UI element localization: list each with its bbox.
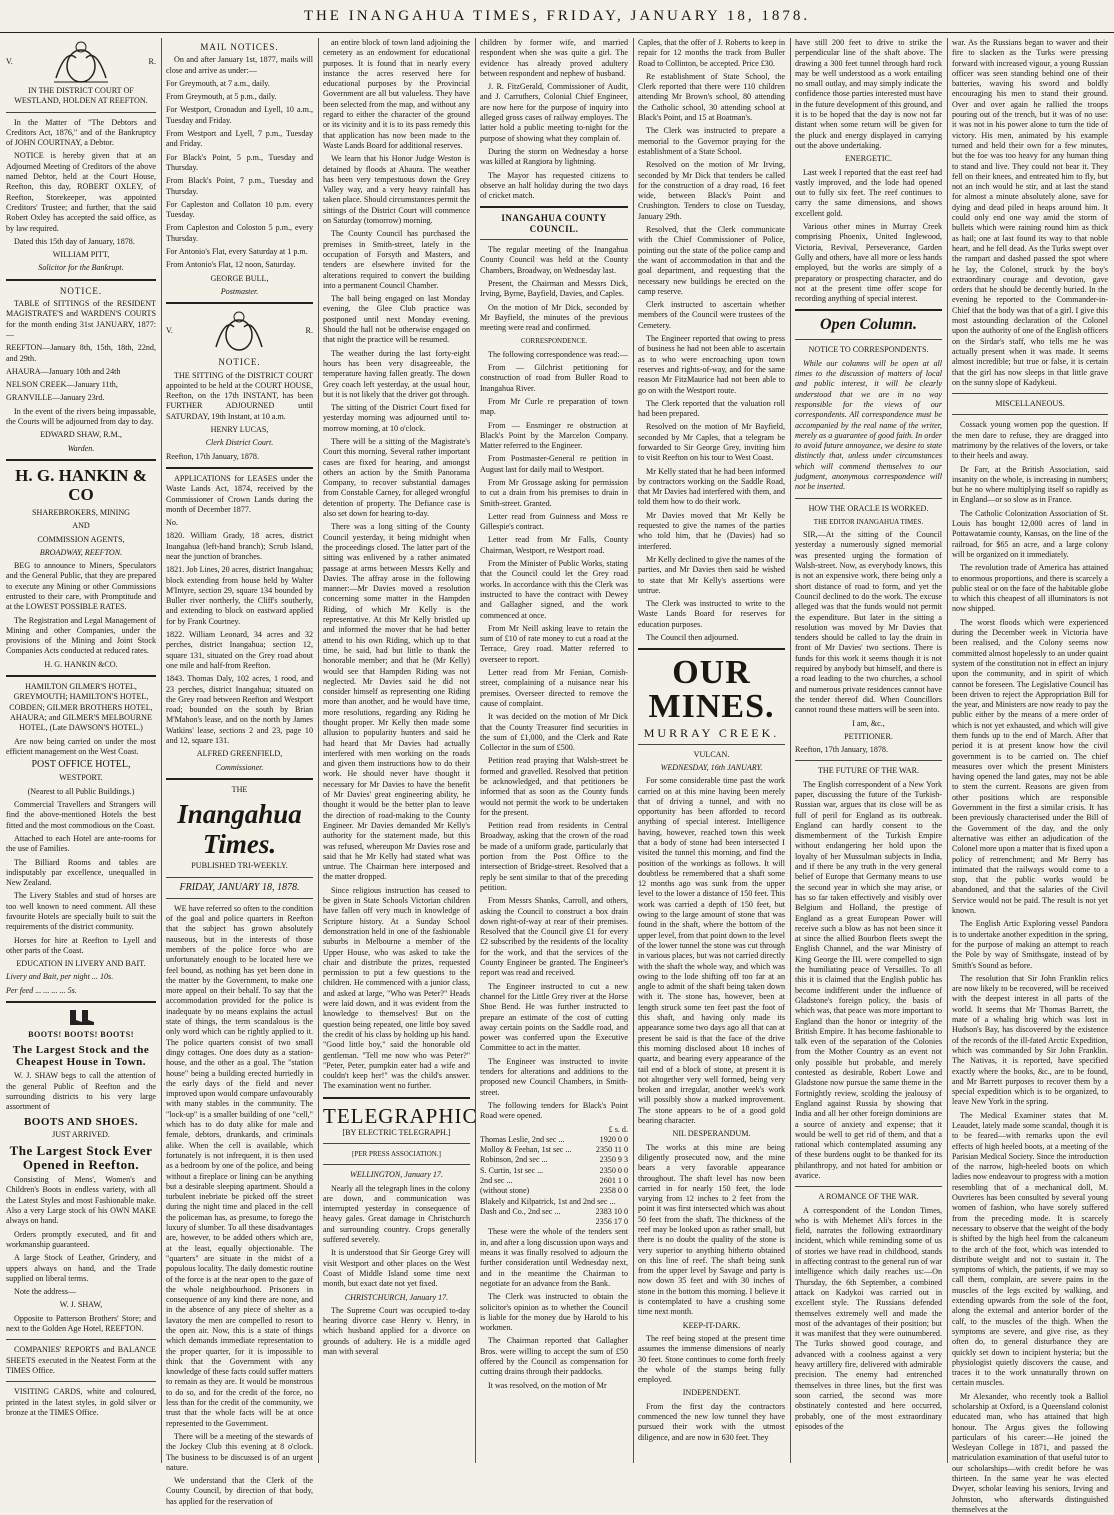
- future-heading: THE FUTURE OF THE WAR.: [817, 766, 920, 776]
- royal-crest: [6, 38, 156, 86]
- paragraph: The Engineer instructed to cut a new channel for the Little Grey river at the Horse Shoe Bend. He was further instructed to prepare an estimate of the cost of cutting away certain points on the Saddle road, and power was conferred upon the Executive Committee to act in the matter.: [480, 981, 628, 1053]
- paragraph: The Engineer was instructed to invite tenders for alterations and additions to the proposed new Council Chambers, in Smith-street.: [480, 1056, 628, 1097]
- paragraph: The Council then adjourned.: [646, 633, 739, 643]
- tender-name: S. Curtin, 1st sec ...: [480, 1165, 544, 1175]
- commission: COMMISSION AGENTS,: [37, 534, 125, 544]
- registration-text: The Registration and Legal Management of Mining and other Companies, under the provisions of the Mining and Joint Stock Companies Acts conducted at reduced rates.: [6, 615, 156, 656]
- attached-text: Attached to each Hotel are ante-rooms for the use of Families.: [6, 833, 156, 854]
- correspondence-heading: CORRESPONDENCE.: [520, 337, 588, 346]
- paragraph: Letter read from Mr Fenian, Cornish-street, complaining of a nuisance near his premises. Overseer directed to remove the cause of complaint.: [480, 668, 628, 708]
- horses-text: Horses for hire at Reefton to Lyell and other parts of the Coast.: [6, 935, 156, 955]
- correspondents-text: While our columns will be open at all times to the discussion of matters of local and public interest, it will be clearly understood that we are in no way responsible for the views of our correspondents. All correspondence must be accompanied by the real name of the writer, merely as a guarantee of good faith. In order to avoid future annoyance, we desire to state distinctly that, unless under circumstances which will commend themselves to our judgment, anonymous correspondence will not be inserted.: [795, 358, 942, 492]
- shaw-text: W. J. SHAW begs to call the attention of the general Public of Reefton and the surrounding districts to his very large assortment of: [6, 1071, 156, 1112]
- signature-role: Solicitor for the Bankrupt.: [38, 263, 124, 273]
- dateline: FRIDAY, JANUARY 18, 1878.: [179, 881, 300, 893]
- keep-heading: KEEP-IT-DARK.: [682, 1320, 741, 1330]
- jockey-text: There will be a meeting of the stewards of the Jockey Club this evening at 8 o'clock. The business to be discussed is of an urgent nature.: [166, 1431, 313, 1472]
- paragraph: Petition read from residents in Central Broadway, asking that the crown of the road be made of a uniform grade, particularly that portion from the Post Office to the intersection of Bridge-street. Resolved that a reply be sent similar to that of the preceding petition.: [480, 821, 628, 892]
- paragraph: Caples, that the offer of J. Roberts to keep in repair for 12 months the track from Buller Road to Collinton, be accepted. Price £30.: [638, 38, 785, 68]
- the-label: THE: [231, 784, 248, 794]
- paragraph: The Medical Examiner states that M. Leaudet, lately made some scandal, though it is to be feared—with remarks upon the evil effects of high heeled boots, at a meeting of the Parisian Medical Society. Since the introduction of the narrow, high-heeled boots on which ladies now endeavour to progress with a motion resembling that of a mechanical doll, M. Ouvrieres has been consulted by several young women of fashion, who have sorely suffered from the preceding mode. It is scarcely necessary to observe that the weight of the body is shifted by the high heel from the calcaneum to the arch of the foot, which was intended to distribute weight and not to sustain it. The symptoms of which, the patients, if we may so call them, complain, are severe pains in the muscles of the legs excited by walking, and extending upwards from the sole of the foot, along the external and anterior border of the calf, to the muscles of the thigh. When the symptoms are severe, and give rise, as they often do, to general disturbance they are quickly set down to incipient hysteria; but the physiologist quietly discovers the cause, and traces it to the work unnaturally thrown on certain muscles.: [952, 1110, 1108, 1388]
- paragraph: The Clerk was instructed to obtain the solicitor's opinion as to whether the Council is liable for the money due by Harold to his workmen.: [480, 1292, 628, 1333]
- crest-r: R.: [305, 326, 313, 336]
- hankin-text: BEG to announce to Miners, Speculators and the General Public, that they are prepared to execute any Mining or other Commissions entrusted to their care, with Promptitude and at the LOWEST POSSIBLE RATES.: [6, 561, 156, 612]
- leader-article: WE have referred so often to the condition of the goal and police quarters in Reefton that the subject has grown absolutely nauseous, but in the interests of those members of the police force who are unfortunately enough to be located here we feel bound, as nothing has yet been done in the matter by the Government, to make one more appeal on their behalf. To say that the accommodation provided for the police is inadequate by no means explains the actual state of things, the term scandalous is the only word which can be rightly applied to it. The police quarters consist of two small dingy cottages. One does duty as a station-house, and the other as a goal. The "station house" being a building erected hurriedly in the early days of the field and never improved upon would compare unfavourably with many stables in the community. The "lock-up" is a smaller building of one "cell," which has to do duty alike for male and female, debtors, drunkards, and criminals alike. When the cell is available, which fortunately is not infrequent, it is then used as a bedroom by one of the police, and being without a fireplace or lining can be anything but a desirable sleeping apartment. Should a turbulent inebriate be picked off the street during the night time and placed in the cell the policeman has, as presume, to forego the luxury of slumber. To all these disadvantages are, however, to be added others which are, at the least, equally objectionable. The "quarters" are situate in the midst of a populous locality. The daily domestic routine of the force is at the near open to the gaze of the whole neighbourhood. Prisoners in consequence of any kind there are none, and in the absence of any piece of shelter as a lavatory the men are compelled to resort to the open air. Now, this is a state of things which demands immediate representation to the proper quarter, for it is impossible to think that the Government with any knowledge of these facts could suffer matters to remain as they are. It would be monstrous to do so, and for the credit of the force, no less than for the credit of the community, we trust that the whole facts will be at once represented to the Government.: [166, 903, 313, 1428]
- column-4: [480, 38, 628, 1463]
- tender-row: [480, 1217, 628, 1227]
- tender-row: [480, 1145, 628, 1155]
- paragraph: children by former wife, and married respondent when she was quite a girl. The evidence has already proved adultery between respondent and nephew of husband.: [480, 38, 628, 78]
- paragraph: Resolved on the motion of Mr Bayfield, seconded by Mr Caples, that a telegram be forwarded to Sir George Grey, inviting him to visit Reefton on his tour to West Coast.: [638, 422, 785, 463]
- bull-signature: GEORGE BULL,: [210, 273, 269, 283]
- paragraph: On the motion of Mr Dick, seconded by Mr Bayfield, the minutes of the previous meeting were read and confirmed.: [480, 302, 628, 333]
- reefton-date: Reefton, 17th January, 1878.: [795, 745, 888, 755]
- sitting-nelson: NELSON CREEK—January 11th,: [6, 380, 118, 390]
- leather-text: A large Stock of Leather, Grindery, and uppers always on hand, and the Trade supplied on liberal terms.: [6, 1253, 156, 1283]
- lucas-signature: HENRY LUCAS,: [210, 425, 269, 435]
- independent-heading: INDEPENDENT.: [682, 1388, 741, 1398]
- paragraph: The Clerk was instructed to write to the Waste Lands Board for reserves for education purposes.: [638, 599, 785, 629]
- paragraph: Resolved on the motion of Mr Irving, seconded by Mr Dick that tenders be called for the construction of a dray road, 16 feet wide, between Black's Point and Crushington. Tenders to close on Tuesday, January 29th.: [638, 160, 785, 221]
- paragraph: The works at this mine are being diligently prosecuted now, and the mine bears a very favorable appearance throughout. The shaft level has now been carried in for nearly 150 feet, the lode varying from 12 inches to 2 feet from the point it was first intersected which was about 50 feet from the shaft. The thickness of the reef may be looked upon as rather small, but there is no doubt the quality of the stone is very superior to anything hitherto obtained on this line of reef. The shaft being sunk from the upper level by Savage and party is now down 35 feet and with 30 inches of stone in the bottom this morning. I believe it is contemplated to have a crushing some time next month.: [638, 1142, 785, 1317]
- coat-of-arms-icon: [207, 309, 271, 353]
- column-7: [952, 38, 1108, 1514]
- no-label: No.: [166, 518, 178, 528]
- column-rule: [633, 38, 634, 1463]
- column-3: [323, 38, 478, 1463]
- paragraph: The English Artic Exploring vessel Pandora is to undertake another expedition in the spring, for the purpose of making an attempt to reach the Pole by way of Smithsgate, instead of by Smith's Sound as before.: [952, 919, 1108, 970]
- nearest: (Nearest to all Public Buildings.): [27, 786, 135, 796]
- sitting-reefton: REEFTON—January 8th, 15th, 18th, 22nd, and 29th.: [6, 343, 156, 363]
- by-electric: [BY ELECTRIC TELEGRAPH.]: [342, 1127, 451, 1137]
- mail-capleston: For Capleston and Collaton 10 p.m. every Tuesday.: [166, 199, 313, 220]
- paragraph: Letter read from Mr Falls, County Chairman, Westport, re Westport road.: [480, 535, 628, 555]
- paragraph: The following tenders for Black's Point Road were opened.: [480, 1100, 628, 1121]
- mail-greymouth: For Greymouth, at 7 a.m., daily.: [166, 78, 270, 88]
- paragraph: The resolution that Sir John Franklin relics are now likely to be recovered, will be received with the deepest interest in all parts of the world. It seems that Mr Thomas Barrett, the mate of a whaling brig which was lost in Hudson's Bay, has discovered by the existence of the records of the ill-fated Arctic Expedition, which was commanded by Sir John Franklin. The Nativas, it is reported, have specified exactly where the books, &c., are to be found, and Mr Barrett purposes to recover them by a special expedition which is to be organized, to leave New York in the spring.: [952, 973, 1108, 1107]
- paragraph: Dr Farr, at the British Association, said insanity on the whole, is increasing in numbers; but he no where multiplying itself so rapidly as in England—or so slow as in France.: [952, 464, 1108, 505]
- paragraph: The regular meeting of the Inangahua County Council was held at the County Chambers, Broadway, on Wednesday last.: [480, 245, 628, 275]
- paragraph: Last week I reported that the east reef had vastly improved, and the lode had opened out to fully six feet. The reef continues to carry the same dimensions, and shows excellent gold.: [795, 167, 942, 218]
- paragraph: During the storm on Wednesday a horse was killed at Rangiora by lightning.: [480, 146, 628, 167]
- notice-text: NOTICE is hereby given that at an Adjourned Meeting of Creditors of the above named Debtor, held at the Court House, Reefton, this day, ROBERT OXLEY, of Reefton, Storekeeper, was appointed Creditors' Trustee; and further, that the said Robert Oxley has accepted the said office, as by law required.: [6, 151, 156, 233]
- column-rule: [790, 38, 791, 1463]
- paragraph: The sitting of the District Court fixed for yesterday morning was adjourned until to-morrow morning, at 10 o'clock.: [323, 403, 470, 433]
- paragraph: Cossack young women pop the question. If the men dare to refuse, they are dragged into matrimony by the relatives of the lovers, or take to their heels and away.: [952, 420, 1108, 461]
- paragraph: Resolved, that the Clerk communicate with the Chief Commissioner of Police, pointing out the state of the police camp and the want of accommodation in that and the goal department, and requesting that the necessary new buildings be erected on the camp reserve.: [638, 225, 785, 296]
- cards-text: VISITING CARDS, white and coloured, printed in the latest styles, in gold silver or bronze at the TIMES Office.: [6, 1387, 156, 1417]
- paragraph: From the Minister of Public Works, stating that the Council could let the Grey road works. In accordance with this the Clerk was instructed to have the contract with Dewey and Gallagher signed, and the work commenced at once.: [480, 559, 628, 620]
- per-press: [PER PRESS ASSOCIATION.]: [352, 1149, 441, 1158]
- companies-text: COMPANIES' REPORTS and BALANCE SHEETS executed in the Neatest Form at the TIMES Office.: [6, 1345, 156, 1375]
- tender-value: 2383 10 0: [595, 1206, 628, 1216]
- newspaper-title: Inangahua Times.: [177, 799, 302, 860]
- paragraph: SIR,—At the sitting of the Council yesterday a numerously signed memorial was presented urging the formation of Walsh-street. Now, as everybody knows, this is not an expensive work, there being only a short distance of road to form, and yet the Council declined to do the work. The excuse alleged was that the funds would not permit the expenditure. But later in the sitting a resolution was moved by Mr Davies that tenders should be called to lay the drain in front of Mr Davies' two sections. There is funds for this work it seems though it is not required by anybody but himself, and there is a road leading to the two churches, a school and numerous private residences cannot have the tender thereof did. When Councillors cannot round these matters will be seen into.: [795, 530, 942, 715]
- published-label: PUBLISHED TRI-WEEKLY.: [191, 861, 288, 871]
- dateline-christchurch: CHRISTCHURCH, January 17.: [344, 1292, 449, 1302]
- paragraph: Mr Kelly declined to give the names of the parties, and Mr Davies then said he wished to state that Mr Kelly's assertions were untrue.: [638, 554, 785, 595]
- tender-value: 2356 17 0: [595, 1217, 628, 1227]
- paragraph: Mr Kelly stated that he had been informed by contractors working on the Saddle Road, that Mr Davies had interfered with them, and told them how to do their work.: [638, 466, 785, 507]
- i-am: I am, &c.,: [852, 718, 885, 728]
- consisting-text: Consisting of Mens', Women's and Children's Boots in endless variety, with all the Latest Styles and most Fashionable make. Also a very Large stock of his OWN MAKE always on hand.: [6, 1175, 156, 1226]
- paragraph: J. R. FitzGerald, Commissioner of Audit, and J. Carruthers, Colonial Chief Engineer, are now here for the purpose of inquiry into alleged gross cases of railway employes. The latter hold a public meeting to-night for the purpose of showing what they complain of.: [480, 82, 628, 143]
- paragraph: From Messrs Shanks, Carroll, and others, asking the Council to construct a box drain down right-of-way at rear of their premises. Resolved that the Council give £1 for every £2 subscribed by the residents of the locality for the work, and that the services of the County Engineer be granted. The Engineer's report was read and received.: [480, 896, 628, 978]
- application-1822: 1822. William Leonard, 34 acres and 32 perches, district Inangahua; section 12, square 131, situated on the Grey road about one mile and half-from Reefton.: [166, 630, 313, 670]
- paragraph: The reef being stoped at the present time assumes the immense dimensions of nearly 30 feet. Stone continues to come forth freely the whole of the stamps being fully employed.: [638, 1333, 785, 1385]
- paragraph: Various other mines in Murray Creek comprising Phoenix, United Inglewood, Victoria, Revival, Perseverance, Garden Gully and others, have all more or less hands employed, but the works are simply of a preparatory or prospecting character, and do not at the present time offer scope for recording anything of special interest.: [795, 222, 942, 304]
- livery-heading: EDUCATION IN LIVERY AND BAIT.: [16, 959, 146, 969]
- tender-name: Thomas Leslie, 2nd sec ...: [480, 1134, 565, 1144]
- tender-value: 1920 0 0: [599, 1134, 628, 1144]
- paragraph: It was decided on the motion of Mr Dick that the County Treasurer find securities in the sum of £1,000, and the Clerk and Rate Collector in the sum of £500.: [480, 712, 628, 753]
- application-1820: 1820. William Grady, 18 acres, district Inangahua (left-hand branch); Scrub Island, near the junction of branches.: [166, 531, 313, 561]
- tender-row: [480, 1197, 628, 1207]
- and-text: AND: [72, 521, 90, 531]
- westport: WESTPORT.: [59, 773, 103, 783]
- tender-row: [480, 1176, 628, 1186]
- paragraph: The Supreme Court was occupied to-day hearing divorce case Henry v. Henry, in which husband applied for a divorce on grounds of adultery. He is a middle aged man with several: [323, 1305, 470, 1357]
- shaw-signature: EDWARD SHAW, R.M.,: [40, 430, 122, 440]
- paragraph: From Mr Curle re preparation of town map.: [480, 396, 628, 417]
- post-office-heading: POST OFFICE HOTEL,: [31, 759, 131, 771]
- dateline-wellington: WELLINGTON, January 17.: [350, 1170, 443, 1180]
- tender-row: [480, 1186, 628, 1196]
- hotels-heading: HAMILTON GILMER'S HOTEL, GREYMOUTH; HAMILTON'S HOTEL, COBDEN; GILMER BROTHERS HOTEL, AHAURA; and GILMER'S MELBOURNE HOTEL, (Late DAWSON'S HOTEL.): [9, 682, 153, 733]
- notice-heading: NOTICE.: [218, 357, 261, 368]
- paragraph: Petition read praying that Walsh-street be formed and gravelled. Resolved that petition be acknowledged, and that petitioners be informed that as soon as the County funds would not permit the work to be undertaken for the present.: [480, 756, 628, 817]
- sittings-text: TABLE of SITTINGS of the RESIDENT MAGISTRATE'S and WARDEN'S COURTS for the month ending 31st JANUARY, 1877:—: [6, 299, 156, 339]
- to-editor: THE EDITOR INANGAHUA TIMES.: [813, 517, 924, 526]
- coat-of-arms-icon: [46, 38, 116, 86]
- paragraph: Letter read from Guinness and Moss re Gillespie's contract.: [480, 511, 628, 532]
- tender-units: £ s. d.: [608, 1124, 628, 1134]
- boots-shoes: BOOTS AND SHOES.: [23, 1115, 139, 1128]
- tender-name: Robinson, 2nd sec ...: [480, 1155, 548, 1165]
- dated: Dated this 15th day of January, 1878.: [14, 236, 135, 246]
- paragraph: The Catholic Colonization Association of St. Louis has bought 12,000 acres of land in Pottawatamie county, Kansas, on the line of the railroad, for $65 an acre, and a large colony will be organized on it immediately.: [952, 508, 1108, 559]
- tender-name: Dash and Co., 2nd sec ...: [480, 1206, 561, 1216]
- tender-row: [480, 1135, 628, 1145]
- paragraph: There will be a sitting of the Magistrate's Court this morning. Several rather important cases are fixed for hearing, and amongst others an action by the Smith Panorama Company, to recover substantial damages from Constable Carney, for alleged wrongful detention of property. The Defiance case is also set down for hearing to-day.: [323, 436, 470, 519]
- tender-name: (without stone): [480, 1186, 530, 1196]
- murray-creek-heading: MURRAY CREEK.: [643, 726, 780, 741]
- tender-value: 2601 1 0: [599, 1175, 628, 1185]
- masthead: [0, 0, 1114, 33]
- paragraph: It was resolved, on the motion of Mr: [488, 1380, 607, 1390]
- paragraph: From — Ensminger re obstruction at Black's Point by the Marcelon Company. Matter referred to the Engineer.: [480, 420, 628, 451]
- paragraph: From Mr Neill asking leave to retain the sum of £10 of rate money to cut a road at the Terrace, Grey road. Matter referred to overseer to report.: [480, 623, 628, 664]
- shaw-sig: W. J. SHAW,: [59, 1300, 103, 1310]
- paragraph: The Chairman reported that Gallagher Bros. were willing to accept the sum of £50 offered by the Council as compensation for cutting drains through their paddocks.: [480, 1336, 628, 1377]
- tender-name: 2nd sec ...: [480, 1175, 513, 1185]
- orders-text: Orders promptly executed, and fit and workmanship guaranteed.: [6, 1229, 156, 1249]
- paragraph: The revolution trade of America has attained to enormous proportions, and there is scarcely a public steal or on the face of the habitable globe to which this cheapest of all illuminators is not now shipped.: [952, 563, 1108, 614]
- miscellaneous-heading: MISCELLANEOUS.: [995, 399, 1065, 409]
- largest-stock-2: The Largest Stock Ever Opened in Reefton.: [9, 1143, 153, 1173]
- application-1843: 1843. Thomas Daly, 102 acres, 1 rood, and 23 perches, district Inangahua; situated on the Grey road between Reefton and Westport road; bounded on the south by Brian M'Mahon's lease, and on the north by James Watkins' lease, sections 2 and 23, page 10 and 12, square 131.: [166, 674, 313, 746]
- paragraph: Re establishment of State School, the Clerk reported that there were 110 children attending Mr Brown's school, 80 attending the Catholic school, 30 attending school at Black's Point, and 15 at Boatman's.: [638, 71, 785, 123]
- mail-antonio: For Antonio's Flat, every Saturday at 1 p.m.: [166, 247, 308, 257]
- paragraph: The Mayor has requested citizens to observe an half holiday during the two days of cricket match.: [480, 170, 628, 201]
- billiard-text: The Billiard Rooms and tables are indisputably par excellence, unequalled in New Zealand.: [6, 857, 156, 888]
- open-column-heading: Open Column.: [820, 316, 917, 334]
- signature: WILLIAM PITT,: [52, 250, 110, 260]
- telegraphic-heading: TELEGRAPHIC: [323, 1103, 478, 1128]
- tenders-table: [480, 1135, 628, 1228]
- reefton-date: Reefton, 17th January, 1878.: [166, 451, 259, 461]
- clerk-text: We understand that the Clerk of the County Council, by direction of that body, has applied for the reservation of: [166, 1476, 313, 1506]
- mail-from-blacks: From Black's Point, 7 p.m., Tuesday and Thursday.: [166, 176, 313, 196]
- mail-blacks: For Black's Point, 5 p.m., Tuesday and Thursday.: [166, 152, 313, 172]
- sitting-granville: GRANVILLE—January 23rd.: [6, 393, 105, 403]
- paragraph: The County Council has purchased the premises in Smith-street, lately in the occupation of Forsyth and Masters, and tenders are elsewhere invited for the alterations required to convert the building into a permanent Council Chamber.: [323, 229, 470, 290]
- paragraph: The Clerk was instructed to prepare a memorial to the Governor praying for the establishment of a State School.: [638, 126, 785, 156]
- mail-from-greymouth: From Greymouth, at 5 p.m., daily.: [166, 92, 277, 102]
- tender-row: [480, 1166, 628, 1176]
- paragraph: Mr Alexander, who recently took a Balliol scholarship at Oxford, is a Queensland colonist educated man, who has attained that high honour. The Argus gives the following particulars of his career:—He joined the Wesleyan College in 1871, and passed the matriculation examination of that useful tutor to our scholarships—with credit before he was thirteen. In the same year he was elected Dwyer, scholar leaving his seniors, Irving and Johnston, who afterwards distinguished themselves at the: [952, 1391, 1108, 1514]
- largest-stock: The Largest Stock and the Cheapest House in Town.: [12, 1044, 150, 1069]
- applications-text: APPLICATIONS for LEASES under the Waste Lands Act, 1874, received by the Commissioner of Crown Lands during the month of December 1877.: [166, 473, 313, 514]
- livery-text: The Livery Stables and stud of horses are too well known to need comment. All these favourite Hotels are specially built to suit the requirements of the district community.: [6, 891, 156, 932]
- column-6: [795, 38, 942, 1463]
- correspondents-heading: NOTICE TO CORRESPONDENTS.: [808, 345, 929, 355]
- paragraph: We learn that his Honor Judge Weston is detained by floods at Ahaura. The weather has been very tempestuous down the Grey Valley way, and a very heavy rainfall has taken place. Should circumstances permit the sittings of the District Court will commence on Saturday (tomorrow) morning.: [323, 154, 470, 226]
- paragraph: war. As the Russians began to waver and their fire to slacken as the Turks were pressing forward with increased vigour, a young Russian officer was seen standing behind one of their batteries, waving his sword and boldly encouraging his men to stand their ground. Over and over again he rallied the troops pouring out of the trench, but it was of no use: it was not in his power alone to turn the tide of victory. His men, animated by his example turned and held their own for a few minutes, but the foe was too heavy for any human thing to stand and live. They could not bear it. They fell on their knees, and entreated him to fly, but not an inch would he stir, and at last the stand for almost a minute absolutely alone, save for dying and dead piled in heaps around him. It could only end one way amid the storm of bullets which were raining round him as thick as hail; one at last found its way to that noble heart, and he fell dead. As the Turks swept over the rampart and dashed passed the spot where he lay, the Colonel, struck by the boy's extraordinary courage and devotion, gave orders that he should be decently buried. In the evening he reported to the Commander-in-Chief that the body was that of a girl. I give this most astounding declaration of the Colonel upon the authority of one of the English officers on the Sirdar's staff, who tells me he was actually present when it was made. It seems almost incredible; but true or false, it is certain that the girl has now sleeps in that little grave on the sunny slope of Kadykeui.: [952, 38, 1108, 387]
- hotels-text: Are now being carried on under the most efficient management on the West Coast.: [6, 736, 156, 756]
- just-arrived: JUST ARRIVED.: [52, 1129, 110, 1139]
- feed-price: Per feed ... ... ... ... 5s.: [6, 985, 77, 995]
- paragraph: From — Gilchrist petitioning for construction of road from Buller Road to Inangahua River.: [480, 363, 628, 393]
- vulcan-heading: VULCAN.: [693, 749, 730, 759]
- petitioner: PETITIONER.: [844, 731, 893, 741]
- note-address: Note the address—: [14, 1287, 77, 1297]
- livery-price: Livery and Bait, per night ... 10s.: [6, 972, 114, 982]
- court-text: In the Matter of "The Debtors and Creditors Act, 1876," and of the Bankruptcy of JOHN COURTNAY, a Debtor.: [6, 117, 156, 148]
- oracle-heading: HOW THE ORACLE IS WORKED.: [808, 503, 929, 513]
- warden: Warden.: [67, 443, 95, 453]
- crest-r: R.: [148, 56, 156, 66]
- crest-v: V.: [6, 56, 13, 66]
- paragraph: Present, the Chairman and Messrs Dick, Irving, Byrne, Bayfield, Davies, and Caples.: [480, 278, 628, 299]
- vulcan-date: WEDNESDAY, 16th JANUARY.: [660, 762, 763, 772]
- paragraph: These were the whole of the tenders sent in, and after a long discussion upon ways and means it was finally resolved to adjourn the further consideration until Wednesday next, and in the meantime the Chairman to negotiate for an advance from the Bank.: [480, 1227, 628, 1288]
- tender-value: 2350 11 0: [595, 1145, 628, 1155]
- mail-intro: On and after January 1st, 1877, mails will close and arrive as under:—: [166, 55, 313, 75]
- paragraph: The English correspondent of a New York paper, discussing the future of the Turkish-Russian war, argues that its close will be as full of peril for England as its outbreak. England can hardly consent to the dismemberment of the Turkish Empire without endangering her hold upon the loyalty of her Mussulman subjects in India, and if there be any truth in the very general belief of Europe that Germany means to use the second year in which she may arise, or has so far taken effectively and visibly over Belgium and Holland, the prestige of England as a great European Power will receive such a blow as has not been since it at since the allied Bourbon fleets swept the English Channel, and the war Ministry of King George the III. were compelled to sign the humiliating peace of Versailles. To all this it is claimed that the English public has become indifferent under the influence of Gladstone's foreign policy, the basis of which was, that peace was more important to England than the honor or integrity of the British Empire. It has become fashionable to talk even of the separation of the Colonies from the Mother Country as an event not only possible but probable, and merely contested as desirable, Robert Lowe and Gladstone now pursue the same theme in the Fortnightly review, scolding the jealousy of England against Russia by showing that India and all her other foreign dominions are a source of anxiety and expense; that it would be well to get rid of them, and that a rational which contemplated assuming any of these burdens ought to be thanked for its philanthropy, and not hated for ambition or avarice.: [795, 779, 942, 1180]
- hankin-sub: SHAREBROKERS, MINING: [31, 507, 131, 517]
- paragraph: It is understood that Sir George Grey will visit Westport and other places on the West Coast of Middle Island some time next month, but exact date not yet fixed.: [323, 1248, 470, 1289]
- boots-icon: [66, 1008, 96, 1026]
- postmaster: Postmaster.: [220, 286, 259, 296]
- greenfield-signature: ALFRED GREENFIELD,: [196, 749, 283, 759]
- paragraph: The weather during the last forty-eight hours has been very disagreeable, the temperature having fallen greatly. The down Grey coach left yesterday, at the usual hour, but it is not likely that the driver got through.: [323, 348, 470, 399]
- mail-heading: MAIL NOTICES.: [200, 42, 279, 52]
- crest-v: V.: [166, 326, 173, 336]
- column-rule: [475, 38, 476, 1463]
- paragraph: For some considerable time past the work carried on at this mine having been merely that of driving a tunnel, and with no opportunity has been afforded to record anything of special interest. Intelligence having, however, reached town this week that a body of stone had been intersected I visited the tunnel this morning, and find the position of the workings as follows. It will doubtless be remembered that a shaft some 12 months ago was sunk from the upper level to the lower a distance of 150 feet. This work was carried a depth of 150 feet, but owing to the large amount of stone that was found in the shaft, where the bottom of the upper level, from that point down to the level of the lower tunnel the stone was cut through in various places, but was not carried directly with the shaft the whole way, and which was owing to the lode shifting off too far at an angle to admit of the shaft being taken down with it. The stone has, however, been at length struck some ten feet past the foot of this shaft, and having only made its appearance some two days ago all that can at present be said is that the face of the drive this morning disclosed about 18 inches of quartz, and bearing every appearance of the tail end of a block of stone, at present it is not altogether very well formed, being very broken and irregular, another week's work will possibly show a marked improvement. The stone appears to be of a good gold bearing character.: [638, 776, 785, 1126]
- column-rule: [161, 38, 162, 1463]
- column-rule: [947, 38, 948, 1463]
- masthead-title: THE INANGAHUA TIMES, FRIDAY, JANUARY 18, 1878.: [303, 8, 811, 24]
- paragraph: The Clerk reported that the valuation roll had been prepared.: [638, 398, 785, 419]
- paragraph: The worst floods which were experienced during the December week in Victoria have been realised, and the Colony seems now committed almost hopelessly to an under quaint system of the constitution not in effect an injury upon the community, and in spirit of which cannot be foreseen. The Legislative Council has been driven to reject the Appropriation Bill for the year, and Ministers are now ready to pay the public either by the means of a mere order of which is not yet exhausted, and which will give them funds up to the end of March. After that period it is at present know how the civil government is to be carried on. The chief measures over which the present Ministers having opened the land gates, may not be able to stem the current. Reasons are given from other positions which are responsible Government in the first a similar crisis. It has been previously characterised under the Bill of the Government of the day, and the only alternative was either an adjudication of the Colonel more upon a matter that is fixed upon a policy of retrenchment; and Mr Berry has intimated that the railways would come to a stop, that the public works would be abandoned, and that the salaries of the Civil Service would not be paid. The result is not yet known.: [952, 617, 1108, 916]
- mail-westport: For Westport, Cronadun and Lyell, 10 a.m., Tuesday and Friday.: [166, 105, 313, 125]
- tender-name: Blakely and Kilpatrick, 1st and 2nd sec ...: [480, 1196, 616, 1206]
- our-mines-heading: OUR MINES.: [648, 654, 775, 726]
- column-1: [6, 38, 156, 1463]
- column-2: [166, 38, 313, 1506]
- broadway: BROADWAY, REEFTON.: [39, 547, 123, 557]
- paragraph: From the first day the contractors commenced the new low tunnel they have pursued their work with the utmost diligence, and are now in 630 feet. They: [638, 1401, 785, 1442]
- tender-name: Molloy & Feehan, 1st sec ...: [480, 1145, 572, 1155]
- mail-from-antonio: From Antonio's Flat, 12 noon, Saturday.: [166, 260, 296, 270]
- court-heading: IN THE DISTRICT COURT OF WESTLAND, HOLDEN AT REEFTON.: [14, 86, 148, 106]
- opposite-text: Opposite to Patterson Brothers' Store; and next to the Golden Age Hotel, REEFTON.: [6, 1313, 156, 1334]
- council-heading: INANGAHUA COUNTY COUNCIL.: [501, 213, 607, 234]
- mail-from-capleston: From Capleston and Coloston 5 p.m., every Thursday.: [166, 223, 313, 243]
- mail-from-westport: From Westport and Lyell, 7 p.m., Tuesday and Friday.: [166, 129, 313, 149]
- column-5: [638, 38, 785, 1463]
- column-rule: [318, 38, 319, 1463]
- paragraph: From Postmaster-General re petition in August last for daily mail to Westport.: [480, 454, 628, 474]
- paragraph: From Mr Grossage asking for permission to cut a drain from his premises to drain in Smith-street. Granted.: [480, 477, 628, 508]
- paragraph: The following correspondence was read:—: [488, 349, 628, 359]
- tender-value: 2350 9 3: [599, 1155, 628, 1165]
- boots-heading: BOOTS! BOOTS! BOOTS!: [28, 1030, 134, 1040]
- nil-heading: NIL DESPERANDUM.: [672, 1129, 751, 1139]
- paragraph: Since religious instruction has ceased to be given in State Schools Victorian children have fallen off very much in knowledge of Scripture history. At a Sunday School demonstration held in one of the fashionable suburbs in Melbourne a member of the Upper House, who was asked to take the chair and distribute the prizes, requested permission to put a few questions to the children. He commenced with a junior class, and asked at large, "Who was Peter?" Heads were laid down, and it was evident from the knowledge to themselves! But on the question being repeated, one little boy saved the credit of his class by holding up his hand. "Good little boy," said the honorable old gentleman. "Tell me now who was Peter?" "Peter, Peter, pumpkin eater had a wife and couldn't keep her!" was the child's answer. The examination went no further.: [323, 885, 470, 1091]
- notice-heading: NOTICE.: [59, 285, 103, 296]
- paragraph: an entire block of town land adjoining the cemetery as an endowment for educational purposes. It is found that in nearly every instance the acres reserved here for educational purposes by the Provincial Government are all but valueless. They have been selected from the map, and without any regard to either the character of the ground or its vicinity and it is to its pass remedy this that application has now been made to the Waste Lands Board for additional reserves.: [323, 38, 470, 150]
- paragraph: There was a long sitting of the County Council yesterday, it being midnight when the proceedings closed. The latter part of the sitting was enlivened by a rather animated passage at arms between Messrs Kelly and Davies. The affray arose in the following manner:—Mr Davies moved a resolution concerning some matter in the Hampden Riding, of which Mr Kelly is the representative. At this Mr Kelly bristled up and informed the mover that he had better attend to his own Riding, which up to that time, he said, had but little to thank the honorable member; and that he (Mr Kelly) would see that Hampden Riding was not neglected. Mr Davies said he did not consider himself as representing one Riding more than another, and he would have time, more resolutions, regarding any Riding he thought proper. Mr Kelly then made some allusion to popularity hunters and said he had heard that Mr Davies had actually interfered with men working on the roads and given them instructions how to do their work. He should never have thought it necessary for Mr Davies to have the benefit of Mr Davies' great engineering ability, he thought it would be the better plan to leave the direction of road-making to the County Engineer. Mr Davies demanded Mr Kelly's authority for the statement made, but this was refused, whereupon Mr Davies rose and said that he Mr Kelly had stated what was untrue. The Chairman here interposed and the matter dropped.: [323, 522, 470, 882]
- tender-value: 2358 0 0: [599, 1186, 628, 1196]
- paragraph: The ball being engaged on last Monday evening, the Glee Club practice was postponed until next Monday evening. Should the hall not be otherwise engaged on that night the practice will be resumed.: [323, 294, 470, 345]
- energetic-heading: ENERGETIC.: [845, 154, 892, 164]
- tender-row: [480, 1207, 628, 1217]
- travellers-text: Commercial Travellers and Strangers will find the above-mentioned Hotels the best fitted and the most commodious on the Coast.: [6, 800, 156, 830]
- tender-row: [480, 1155, 628, 1165]
- paragraph: A correspondent of the London Times, who is with Mehemet Ali's forces in the field, narrates the following extraordinary incident, which while reminding some of us of stories we have read in childhood, stands in affecting contrast to the general run of war intelligence which daily reaches us:—On Thursday, the 6th September, a combined attack on Kadykoi was carried out in excellent style. The Russians defended themselves extremely well and made the most of the advantages of their position; but it was manifest that they were outnumbered. The Turks showed good courage, and advanced with a coolness against a very heavy artillery fire, delivered with admirable precision. The enemy had entrenched themselves in three lines, but the first was soon carried, the second was more obstinately contested and here occurred, probably, one of the most extraordinary episodes of the: [795, 1205, 942, 1431]
- royal-crest-2: [166, 309, 313, 353]
- sitting-ahaura: AHAURA—January 10th and 24th: [6, 366, 121, 376]
- paragraph: have still 200 feet to drive to strike the perpendicular line of the shaft above. The drawing a 300 feet tunnel through hard rock may be well understood as a work entailing no small outlay, and may simply indicate the confidence those parties interested must have in the future development of this ground, and it is to be hoped that the day is now not far distant when some return will be given for the pluck and energy displayed in carrying out the above undertaking.: [795, 38, 942, 150]
- hankin-heading: H. G. HANKIN & CO: [15, 465, 147, 504]
- tender-value: 2350 0 0: [599, 1165, 628, 1175]
- commissioner: Commissioner.: [215, 762, 264, 772]
- hankin-signature: H. G. HANKIN &CO.: [44, 659, 118, 669]
- paragraph: Clerk instructed to ascertain whether members of the Council were trustees of the Cemetery.: [638, 300, 785, 330]
- paragraph: Mr Davies moved that Mr Kelly be requested to give the names of the parties who told him, that he (Davies) had so interfered.: [638, 510, 785, 551]
- sitting-text: THE SITTING of the DISTRICT COURT appointed to be held at the COURT HOUSE, Reefton, on the 17th INSTANT, has been FURTHER ADJOURNED until SATURDAY, 19th Instant, at 10 a.m.: [166, 370, 313, 421]
- application-1821: 1821. Job Lines, 20 acres, district Inangahua; block extending from house held by Walter M'Intyre, section 29, square 134 bounded by Buller river northerly, the Cliff's southerly, and extending to block on eastward applied for by Frank Courtney.: [166, 565, 313, 626]
- paragraph: Nearly all the telegraph lines in the colony are down, and communication was interrupted yesterday in consequence of heavy gales. Great damage in Christchurch and surrounding country. Crops generally suffered severely.: [323, 1183, 470, 1245]
- rivers-text: In the event of the rivers being impassable, the Courts will be adjourned from day to day.: [6, 406, 156, 427]
- paragraph: The Engineer reported that owing to press of business he had not been able to ascertain as to who were encroaching upon town reserves and rights-of-way, and for the same reason Mr FitzMaurice had not been able to go on with the Westport route.: [638, 334, 785, 395]
- clerk: Clerk District Court.: [205, 438, 274, 448]
- romance-heading: A ROMANCE OF THE WAR.: [818, 1192, 919, 1202]
